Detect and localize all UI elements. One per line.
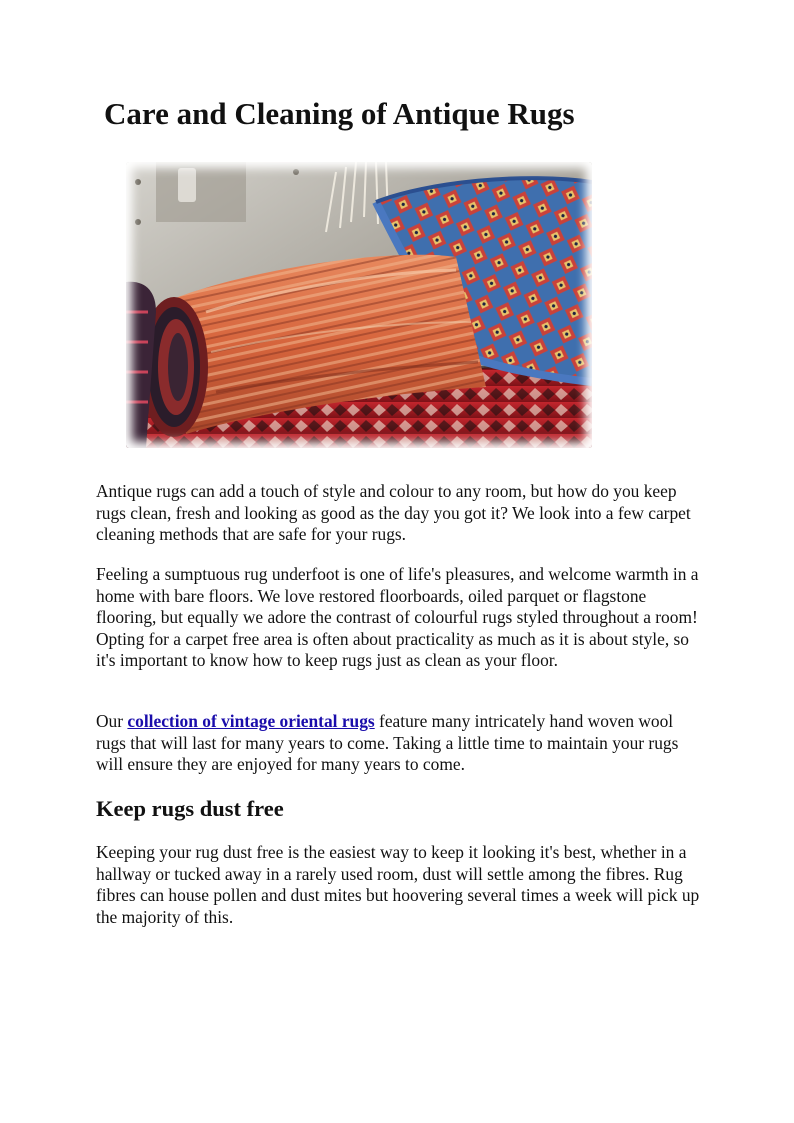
vintage-oriental-rugs-link[interactable]: collection of vintage oriental rugs [127, 711, 375, 731]
dust-free-paragraph: Keeping your rug dust free is the easiest way to keep it looking it's best, whether in a hallway or tucked away in a rarely used room, dust will settle among the fibres. Rug fibres can house pollen and dust mites but hoovering several times a week will pick up the majority of this. [96, 842, 700, 927]
collection-paragraph-lead: Our [96, 711, 128, 731]
section-heading-dust-free: Keep rugs dust free [96, 796, 284, 821]
underfoot-paragraph: Feeling a sumptuous rug underfoot is one of life's pleasures, and welcome warmth in a home with bare floors. We love restored floorboards, oiled parquet or flagstone flooring, but equally we adore the contrast of colourful rugs styled throughout a room! Opting for a carpet free area is often about practicality as much as it is about style, so it's important to know how to keep rugs just as clean as your floor. [96, 564, 699, 670]
collection-paragraph-rest: feature many intricately hand woven wool rugs that will last for many years to come. Taking a little time to maintain your rugs will ensure they are enjoyed for many years to come. [96, 711, 679, 774]
collection-paragraph [96, 711, 706, 776]
rolled-antique-rugs-photo [126, 162, 592, 448]
intro-paragraph: Antique rugs can add a touch of style and colour to any room, but how do you keep rugs clean, fresh and looking as good as the day you got it? We look into a few carpet cleaning methods that are safe for your rugs. [96, 481, 691, 544]
article-title: Care and Cleaning of Antique Rugs [104, 96, 575, 131]
